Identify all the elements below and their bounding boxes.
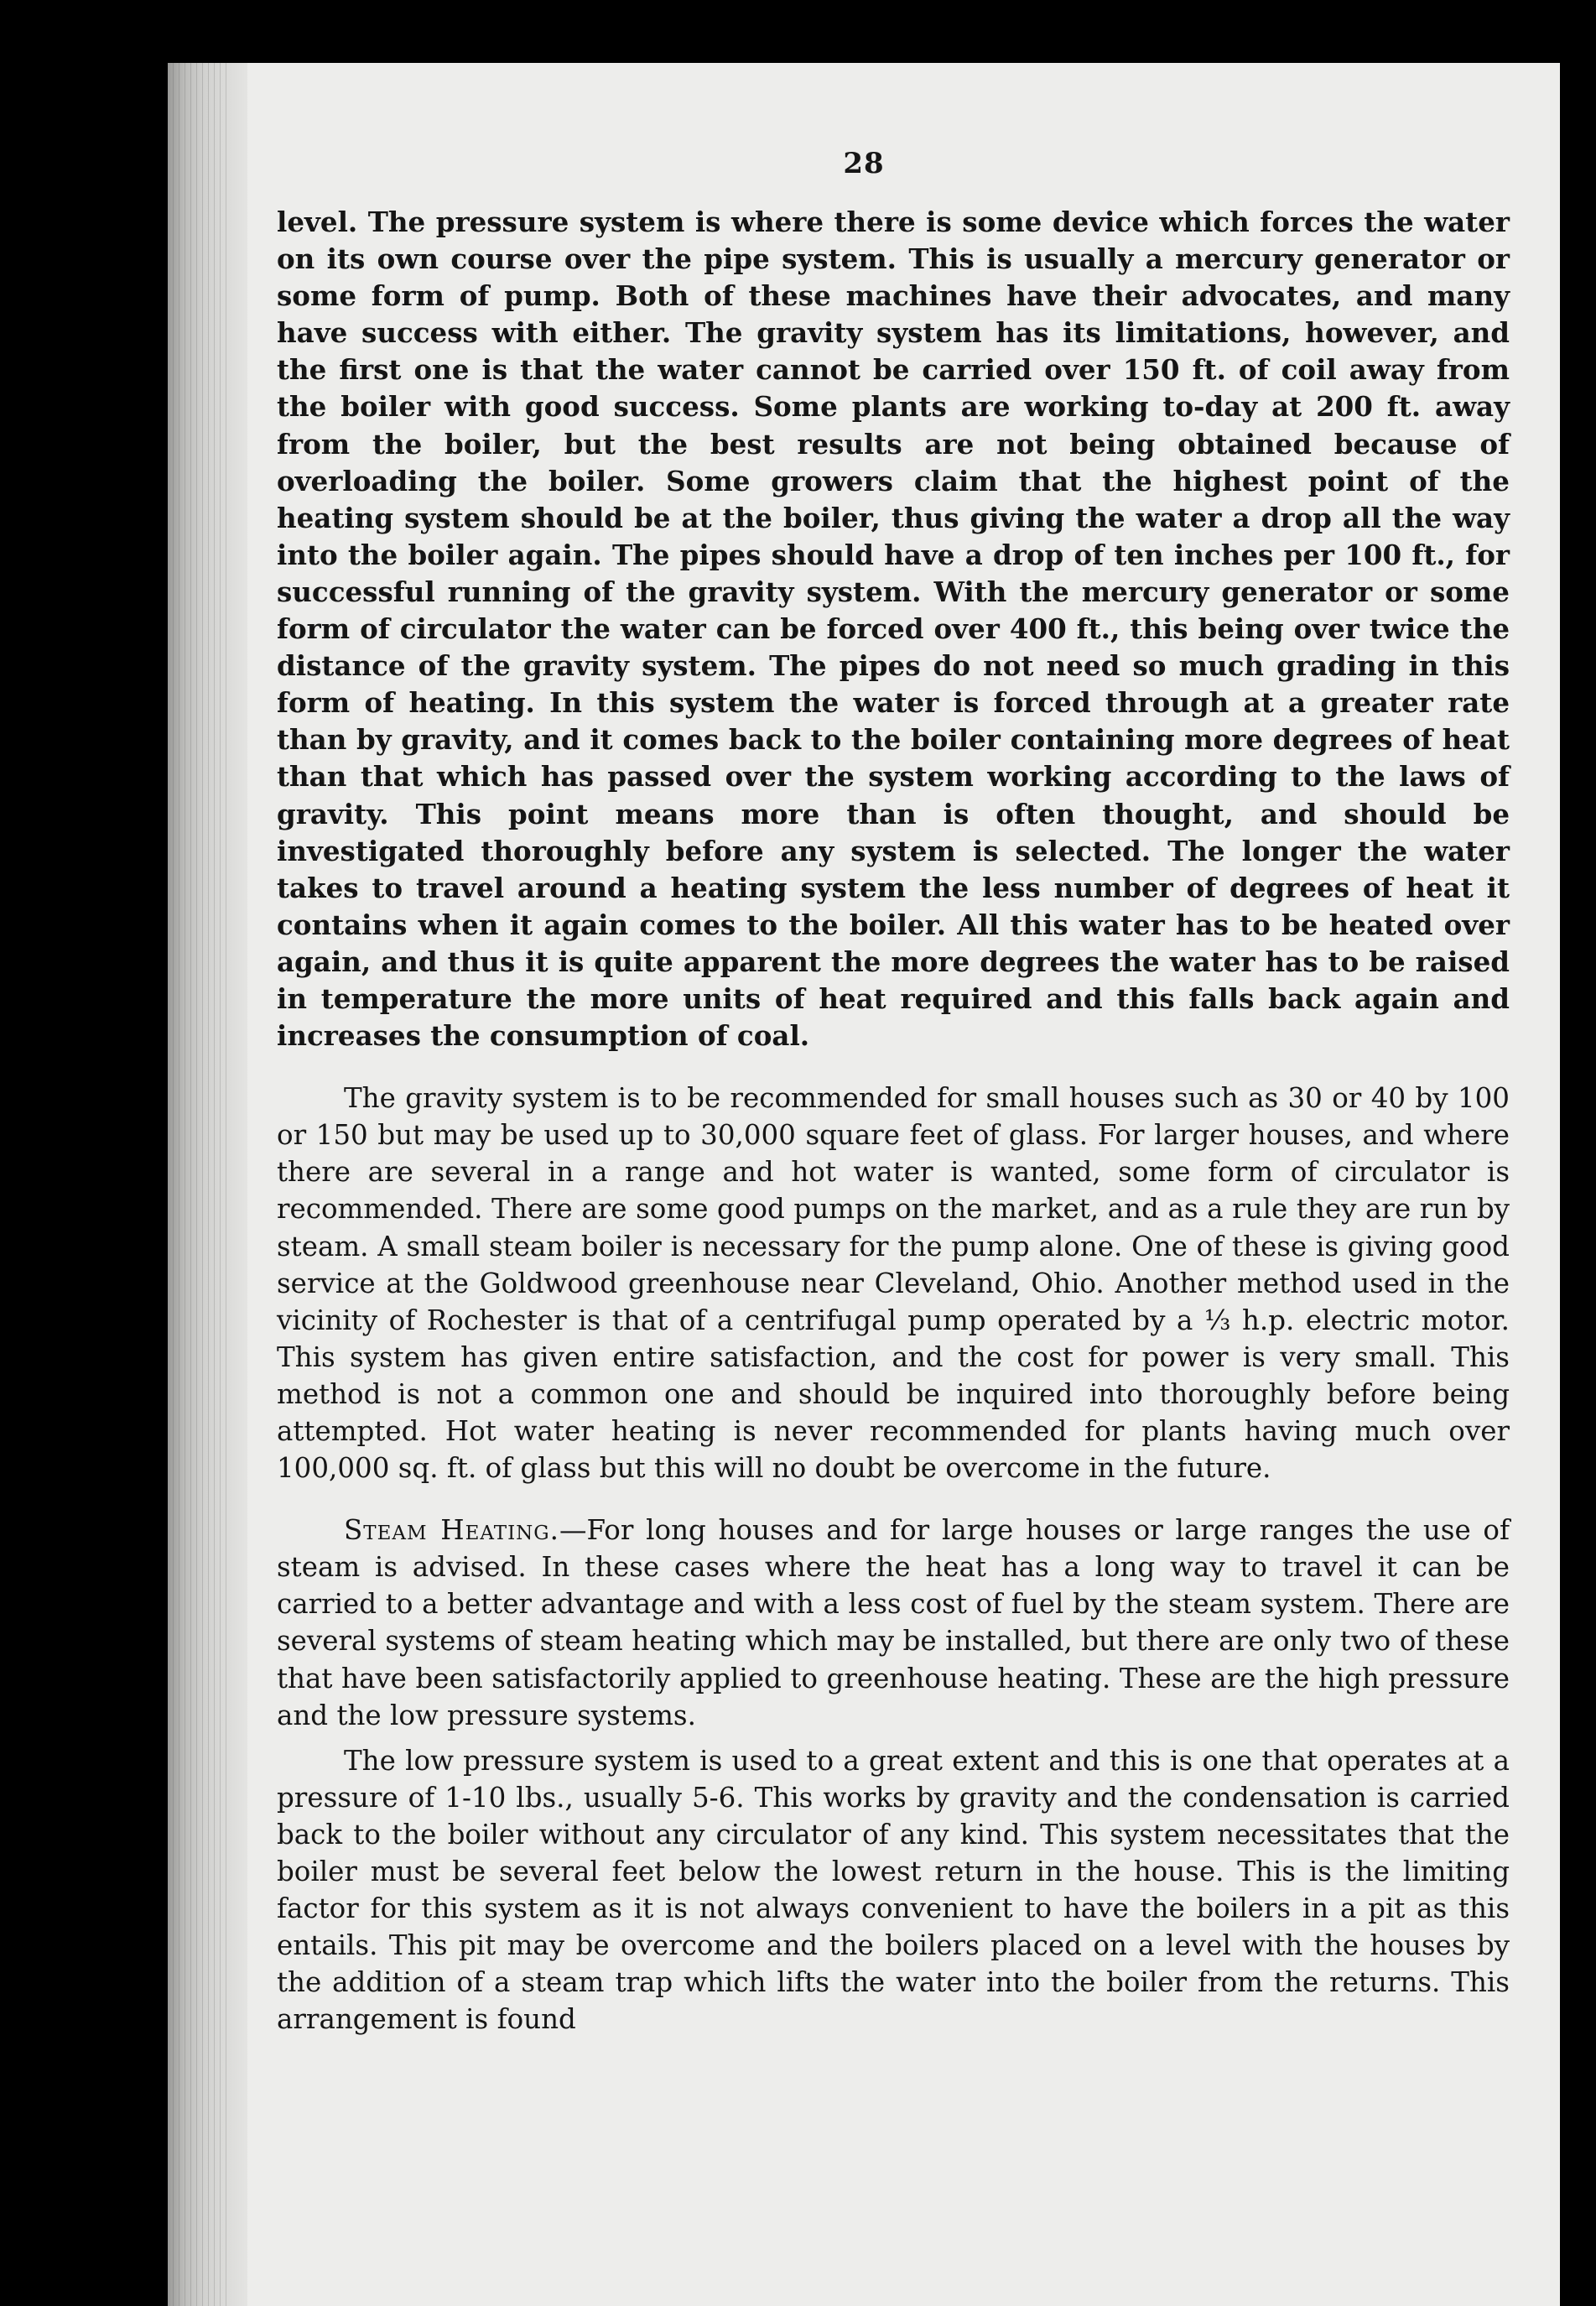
paragraph-low-pressure [277,1742,1510,2038]
paragraph-steam-heating [277,1512,1510,1734]
paragraph-pressure-system [277,204,1510,1054]
paragraph-text: The low pressure system is used to a great extent and this is one that operates at a pressure of 1-10 lbs., usually 5-6. This works by gravity and the condensation is carried back to the boiler without any circulator of any kind. This system necessitates that the boiler must be several feet below the lowest return in the house. This is the limiting factor for this system as it is not always convenient to have the boilers in a pit as this entails. This pit may be overcome and the boilers placed on a level with the houses by the addition of a steam trap which lifts the water into the boiler from the returns. This arrangement is found [277,1744,1510,2036]
page-binding-edge [168,63,247,2306]
paragraph-text: level. The pressure system is where there is some device which forces the water on its own course over the pipe system. This is usually a mercury generator or some form of pump. Both of these machines have their advocates, and many have success with either. The gravity system has its limitations, however, and the first one is that the water cannot be carried over 150 ft. of coil away from the boiler with good success. Some plants are working to-day at 200 ft. away from the boiler, but the best results are not being obtained because of overloading the boiler. Some growers claim that the highest point of the heating system should be at the boiler, thus giving the water a drop all the way into the boiler again. The pipes should have a drop of ten inches per 100 ft., for successful running of the gravity system. With the mercury generator or some form of circulator the water can be forced over 400 ft., this being over twice the distance of the gravity system. The pipes do not need so much grading in this form of heating. In this system the water is forced through at a greater rate than by gravity, and it comes back to the boiler containing more degrees of heat than that which has passed over the system working according to the laws of gravity. This point means more than is often thought, and should be investigated thoroughly before any system is selected. The longer the water takes to travel around a heating system the less number of degrees of heat it contains when it again comes to the boiler. All this water has to be heated over again, and thus it is quite apparent the more degrees the water has to be raised in temperature the more units of heat required and this falls back again and increases the consumption of coal. [277,206,1510,1053]
paragraph-text: —For long houses and for large houses or large ranges the use of steam is advised. In these cases where the heat has a long way to travel it can be carried to a better advantage and with a less cost of fuel by the steam system. There are several systems of steam heating which may be installed, but there are only two of these that have been satisfactorily applied to greenhouse heating. These are the high pressure and the low pressure systems. [277,1514,1510,1731]
paragraph-gravity-system [277,1080,1510,1486]
body-text [277,204,1510,2038]
page-edge-shading [173,63,231,2306]
section-heading: Steam Heating. [344,1514,560,1547]
paragraph-text: The gravity system is to be recommended for small houses such as 30 or 40 by 100 or 150 but may be used up to 30,000 square feet of glass. For larger houses, and where there are several in a range and hot water is wanted, some form of circulator is recommended. There are some good pumps on the market, and as a rule they are run by steam. A small steam boiler is necessary for the pump alone. One of these is giving good service at the Goldwood greenhouse near Cleveland, Ohio. Another method used in the vicinity of Rochester is that of a centrifugal pump operated by a ⅓ h.p. electric motor. This system has given entire satisfaction, and the cost for power is very small. This method is not a common one and should be inquired into thoroughly before being attempted. Hot water heating is never recommended for plants having much over 100,000 sq. ft. of glass but this will no doubt be overcome in the future. [277,1082,1510,1485]
book-page [168,63,1560,2306]
page-number: 28 [843,147,885,180]
